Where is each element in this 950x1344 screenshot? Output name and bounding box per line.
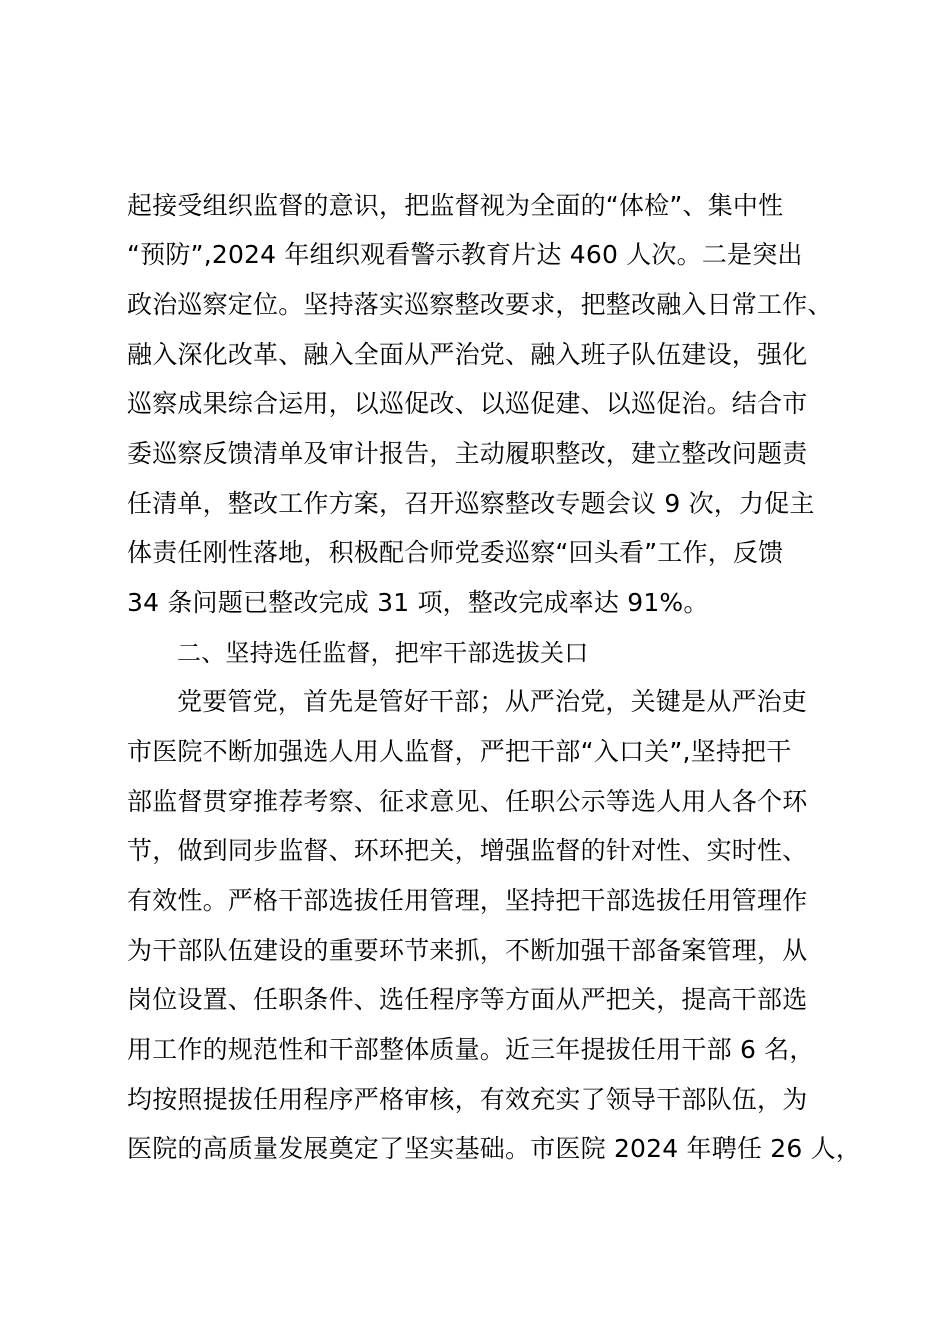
body-text-line: 为干部队伍建设的重要环节来抓，不断加强干部备案管理，从: [127, 936, 808, 965]
section-heading: 二、坚持选任监督，把牢干部选拔关口: [177, 639, 589, 667]
body-text-line: 政治巡察定位。坚持落实巡察整改要求，把整改融入日常工作、: [127, 290, 833, 319]
body-text-line: “预防”,2024 年组织观看警示教育片达 460 人次。二是突出: [127, 240, 803, 269]
body-text-line: 巡察成果综合运用，以巡促改、以巡促建、以巡促治。结合市: [127, 389, 808, 418]
body-text-line: 任清单，整改工作方案，召开巡察整改专题会议 9 次，力促主: [127, 489, 815, 518]
body-text-line: 岗位设置、任职条件、选任程序等方面从严把关，提高干部选: [127, 985, 808, 1014]
body-text-line: 有效性。严格干部选拔任用管理，坚持把干部选拔任用管理作: [127, 886, 808, 915]
body-text-line: 均按照提拔任用程序严格审核，有效充实了领导干部队伍，为: [127, 1085, 808, 1114]
body-text-line: 用工作的规范性和干部整体质量。近三年提拔任用干部 6 名，: [127, 1035, 815, 1064]
paragraph-first-line: 党要管党，首先是管好干部；从严治党，关键是从严治吏: [177, 687, 808, 716]
body-text-line: 体责任刚性落地，积极配合师党委巡察“回头看”工作，反馈: [127, 538, 784, 567]
body-text-line: 起接受组织监督的意识，把监督视为全面的“体检”、集中性: [127, 191, 784, 220]
body-text-line: 34 条问题已整改完成 31 项，整改完成率达 91%。: [127, 588, 709, 617]
body-text-line: 节，做到同步监督、环环把关，增强监督的针对性、实时性、: [127, 836, 808, 865]
body-text-line: 医院的高质量发展奠定了坚实基础。市医院 2024 年聘任 26 人，: [127, 1134, 862, 1163]
body-text-line: 部监督贯穿推荐考察、征求意见、任职公示等选人用人各个环: [127, 787, 808, 816]
body-text-line: 市医院不断加强选人用人监督，严把干部“入口关”,坚持把干: [127, 737, 792, 766]
body-text-line: 委巡察反馈清单及审计报告，主动履职整改，建立整改问题责: [127, 439, 808, 468]
body-text-line: 融入深化改革、融入全面从严治党、融入班子队伍建设，强化: [127, 340, 808, 369]
